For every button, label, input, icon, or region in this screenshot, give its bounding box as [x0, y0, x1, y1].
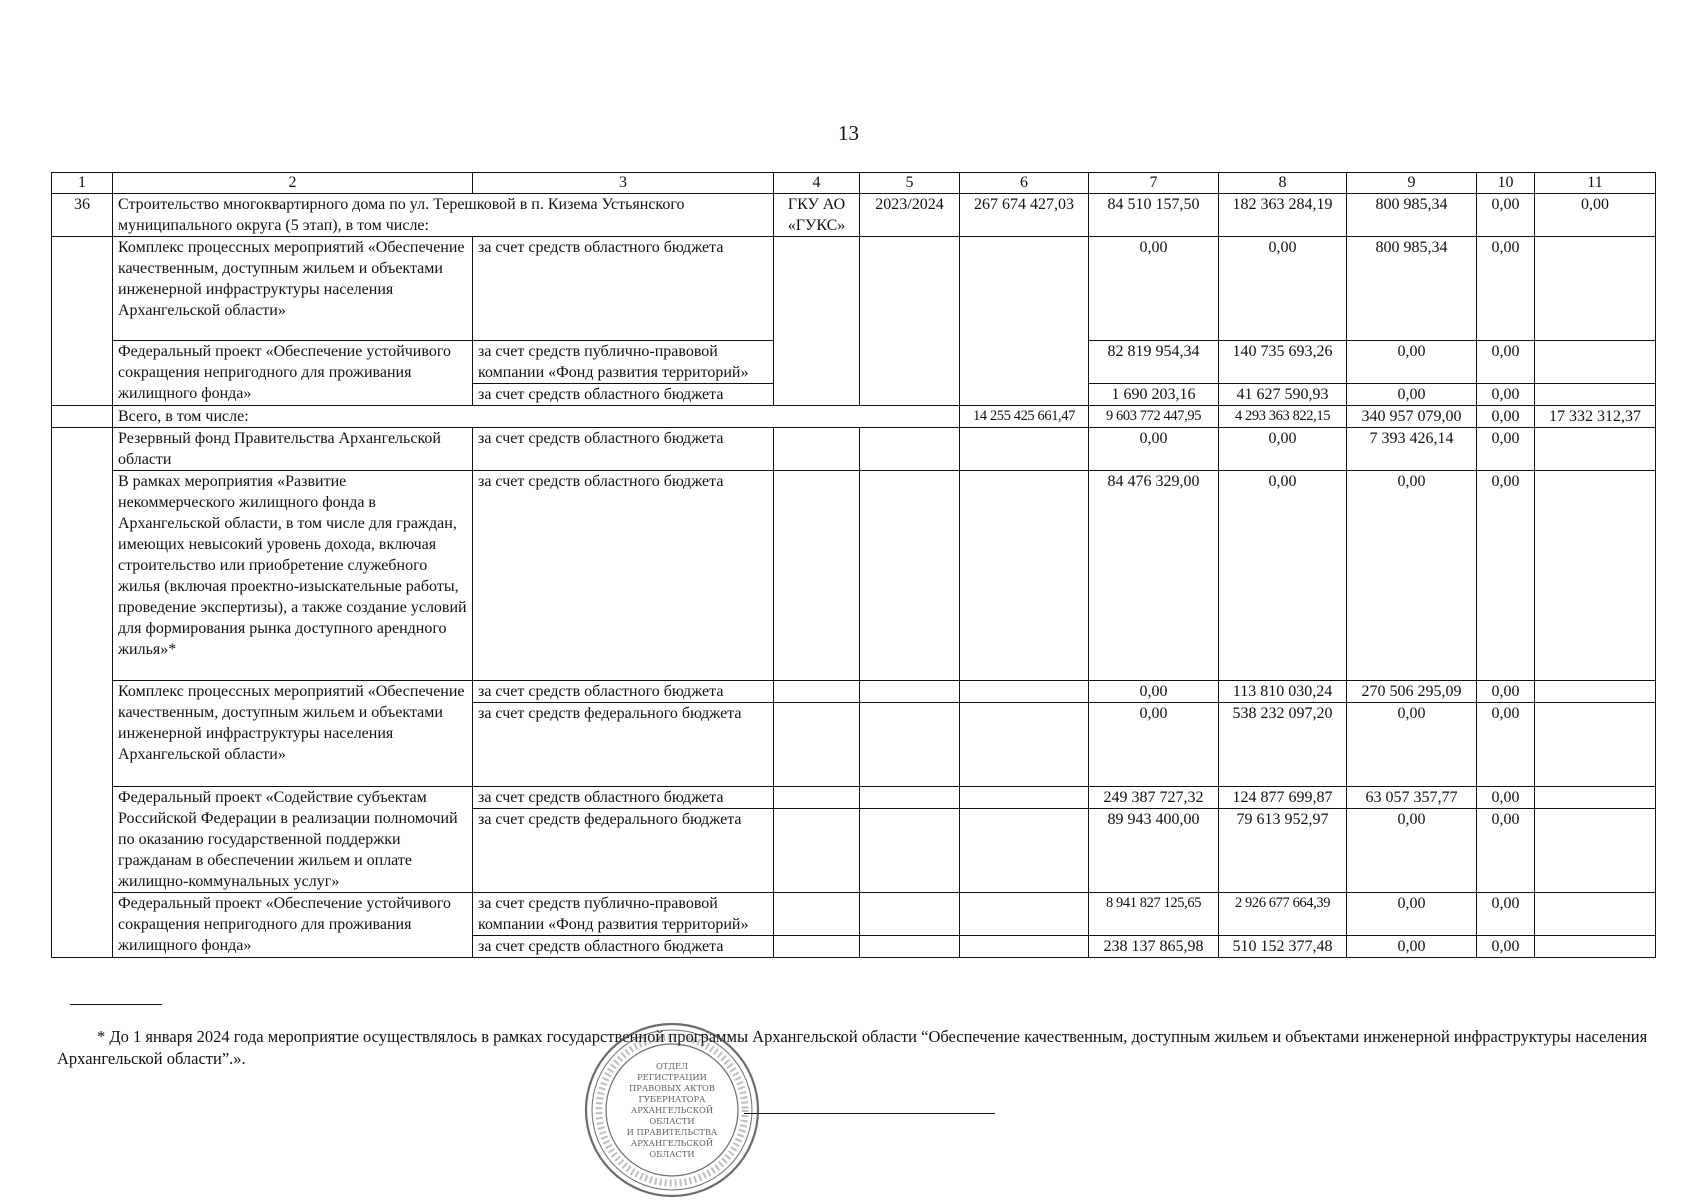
- funding-source: за счет средств областного бюджета: [473, 681, 774, 703]
- cell-value: 0,00: [1089, 237, 1219, 341]
- cell-value: 800 985,34: [1347, 194, 1477, 237]
- cell-value: 0,00: [1477, 471, 1535, 681]
- cell-value: 113 810 030,24: [1219, 681, 1347, 703]
- column-number: 3: [473, 173, 774, 194]
- seal-text-line: ПРАВОВЫХ АКТОВ: [629, 1083, 715, 1093]
- executor: ГКУ АО «ГУКС»: [774, 194, 860, 237]
- cell-value: 0,00: [1089, 681, 1219, 703]
- seal-text-line: И ПРАВИТЕЛЬСТВА: [626, 1127, 718, 1137]
- empty-cell: [774, 936, 860, 958]
- empty-cell: [960, 703, 1089, 787]
- cell-value: 124 877 699,87: [1219, 787, 1347, 809]
- table-row: [52, 428, 1656, 471]
- cell-value: 510 152 377,48: [1219, 936, 1347, 958]
- cell-value: 238 137 865,98: [1089, 936, 1219, 958]
- cell-value: 8 941 827 125,65: [1089, 893, 1219, 936]
- activity-name: Федеральный проект «Обеспечение устойчивого сокращения непригодного для проживания жилищного фонда»: [113, 893, 473, 958]
- table-row: [52, 787, 1656, 809]
- empty-cell: [52, 406, 113, 428]
- cell-value: 0,00: [1219, 237, 1347, 341]
- funding-source: за счет средств областного бюджета: [473, 428, 774, 471]
- empty-cell: [1535, 341, 1656, 384]
- empty-cell: [960, 787, 1089, 809]
- cell-value: 84 476 329,00: [1089, 471, 1219, 681]
- cell-value: 0,00: [1219, 428, 1347, 471]
- cell-value: 340 957 079,00: [1347, 406, 1477, 428]
- cell-value: 0,00: [1477, 341, 1535, 384]
- object-name: Строительство многоквартирного дома по ул. Терешковой в п. Кизема Устьянского муниципального округа (5 этап), в том числе:: [113, 194, 774, 237]
- cell-value: 0,00: [1477, 936, 1535, 958]
- official-seal: [582, 1020, 762, 1200]
- seal-text-line: АРХАНГЕЛЬСКОЙ: [630, 1105, 714, 1115]
- cell-value: 0,00: [1089, 703, 1219, 787]
- table-row: [52, 471, 1656, 681]
- empty-cell: [860, 787, 960, 809]
- cell-value: 0,00: [1089, 428, 1219, 471]
- empty-cell: [960, 681, 1089, 703]
- cell-value: 249 387 727,32: [1089, 787, 1219, 809]
- funding-source: за счет средств областного бюджета: [473, 936, 774, 958]
- cell-value: 0,00: [1477, 809, 1535, 893]
- table-row: [52, 194, 1656, 237]
- column-number: 5: [860, 173, 960, 194]
- cell-value: 0,00: [1477, 237, 1535, 341]
- seal-text-line: ОБЛАСТИ: [649, 1116, 695, 1126]
- cell-value: 0,00: [1477, 428, 1535, 471]
- empty-cell: [960, 809, 1089, 893]
- empty-cell: [1535, 384, 1656, 406]
- empty-cell: [774, 681, 860, 703]
- empty-cell: [52, 428, 113, 958]
- empty-cell: [52, 237, 113, 406]
- activity-name: В рамках мероприятия «Развитие некоммерческого жилищного фонда в Архангельской области, в том числе для граждан, имеющих невысокий уровень дохода, включая строительство или приобретение служебного жилья (включая проектно-изыскательные работы, проведение экспертизы), а также создание условий для формирования рынка доступного арендного жилья»*: [113, 471, 473, 681]
- empty-cell: [1535, 703, 1656, 787]
- page-number: 13: [838, 121, 859, 145]
- cell-value: 0,00: [1477, 194, 1535, 237]
- cell-value: 0,00: [1347, 471, 1477, 681]
- cell-value: 2 926 677 664,39: [1219, 893, 1347, 936]
- empty-cell: [774, 809, 860, 893]
- program-table: [51, 172, 1656, 958]
- empty-cell: [860, 893, 960, 936]
- table-row: [52, 681, 1656, 703]
- cell-value: 0,00: [1347, 703, 1477, 787]
- empty-cell: [860, 471, 960, 681]
- cell-value: 0,00: [1477, 893, 1535, 936]
- funding-source: за счет средств областного бюджета: [473, 384, 774, 406]
- empty-cell: [860, 681, 960, 703]
- cell-value: 182 363 284,19: [1219, 194, 1347, 237]
- cell-value: 0,00: [1347, 936, 1477, 958]
- cell-value: 82 819 954,34: [1089, 341, 1219, 384]
- activity-name: Федеральный проект «Содействие субъектам Российской Федерации в реализации полномочий по оказанию государственной поддержки гражданам в обеспечении жильем и оплате жилищно-коммунальных услуг»: [113, 787, 473, 893]
- cell-value: 9 603 772 447,95: [1089, 406, 1219, 428]
- cell-value: 0,00: [1477, 384, 1535, 406]
- seal-text-line: АРХАНГЕЛЬСКОЙ: [630, 1138, 714, 1148]
- seal-text-line: РЕГИСТРАЦИИ: [637, 1072, 707, 1082]
- empty-cell: [860, 809, 960, 893]
- empty-cell: [1535, 237, 1656, 341]
- activity-name: Резервный фонд Правительства Архангельской области: [113, 428, 473, 471]
- funding-source: за счет средств федерального бюджета: [473, 809, 774, 893]
- cell-value: 0,00: [1347, 809, 1477, 893]
- total-row: [52, 406, 1656, 428]
- activity-name: Комплекс процессных мероприятий «Обеспечение качественным, доступным жильем и объектами инженерной инфраструктуры населения Архангельской области»: [113, 237, 473, 341]
- empty-cell: [774, 893, 860, 936]
- total-label: Всего, в том числе:: [113, 406, 960, 428]
- row-number: 36: [52, 194, 113, 237]
- funding-source: за счет средств публично-правовой компании «Фонд развития территорий»: [473, 341, 774, 384]
- seal-text-line: ГУБЕРНАТОРА: [638, 1094, 706, 1104]
- column-numbers-row: [52, 173, 1656, 194]
- column-number: 1: [52, 173, 113, 194]
- cell-value: 0,00: [1347, 893, 1477, 936]
- cell-value: 1 690 203,16: [1089, 384, 1219, 406]
- cell-value: 41 627 590,93: [1219, 384, 1347, 406]
- empty-cell: [774, 237, 860, 406]
- column-number: 10: [1477, 173, 1535, 194]
- activity-name: Федеральный проект «Обеспечение устойчивого сокращения непригодного для проживания жилищного фонда»: [113, 341, 473, 406]
- footnote: * До 1 января 2024 года мероприятие осуществлялось в рамках государственной программы Архангельской области “Обеспечение качественным, доступным жильем и объектами инженерной инфраструктуры населения Архангельской области”.».: [57, 1027, 1648, 1068]
- funding-source: за счет средств федерального бюджета: [473, 703, 774, 787]
- cell-value: 270 506 295,09: [1347, 681, 1477, 703]
- cell-value: 89 943 400,00: [1089, 809, 1219, 893]
- column-number: 6: [960, 173, 1089, 194]
- cell-value: 84 510 157,50: [1089, 194, 1219, 237]
- cell-value: 140 735 693,26: [1219, 341, 1347, 384]
- activity-name: Комплекс процессных мероприятий «Обеспечение качественным, доступным жильем и объектами инженерной инфраструктуры населения Архангельской области»: [113, 681, 473, 787]
- column-number: 7: [1089, 173, 1219, 194]
- cell-value: 0,00: [1219, 471, 1347, 681]
- table-row: [52, 237, 1656, 341]
- empty-cell: [1535, 681, 1656, 703]
- cell-value: 0,00: [1477, 406, 1535, 428]
- cell-value: 0,00: [1347, 384, 1477, 406]
- seal-text-line: ОТДЕЛ: [655, 1061, 689, 1071]
- cell-value: 0,00: [1535, 194, 1656, 237]
- empty-cell: [774, 471, 860, 681]
- empty-cell: [860, 428, 960, 471]
- empty-cell: [860, 703, 960, 787]
- seal-text-line: ОБЛАСТИ: [649, 1149, 695, 1159]
- empty-cell: [1535, 471, 1656, 681]
- funding-source: за счет средств областного бюджета: [473, 787, 774, 809]
- cell-value: 4 293 363 822,15: [1219, 406, 1347, 428]
- empty-cell: [860, 936, 960, 958]
- cell-value: 14 255 425 661,47: [960, 406, 1089, 428]
- cell-value: 0,00: [1477, 681, 1535, 703]
- empty-cell: [960, 237, 1089, 406]
- empty-cell: [774, 787, 860, 809]
- period: 2023/2024: [860, 194, 960, 237]
- cell-value: 63 057 357,77: [1347, 787, 1477, 809]
- empty-cell: [960, 471, 1089, 681]
- empty-cell: [774, 703, 860, 787]
- column-number: 8: [1219, 173, 1347, 194]
- empty-cell: [1535, 787, 1656, 809]
- cell-value: 538 232 097,20: [1219, 703, 1347, 787]
- table-row: [52, 893, 1656, 936]
- empty-cell: [960, 428, 1089, 471]
- empty-cell: [1535, 893, 1656, 936]
- empty-cell: [774, 428, 860, 471]
- column-number: 2: [113, 173, 473, 194]
- empty-cell: [1535, 936, 1656, 958]
- empty-cell: [1535, 428, 1656, 471]
- empty-cell: [860, 237, 960, 406]
- cell-value: 0,00: [1477, 787, 1535, 809]
- cell-value: 267 674 427,03: [960, 194, 1089, 237]
- cell-value: 79 613 952,97: [1219, 809, 1347, 893]
- cell-value: 0,00: [1477, 703, 1535, 787]
- cell-value: 0,00: [1347, 341, 1477, 384]
- cell-value: 800 985,34: [1347, 237, 1477, 341]
- funding-source: за счет средств областного бюджета: [473, 471, 774, 681]
- funding-source: за счет средств областного бюджета: [473, 237, 774, 341]
- signature-line: [744, 1113, 995, 1114]
- column-number: 11: [1535, 173, 1656, 194]
- cell-value: 17 332 312,37: [1535, 406, 1656, 428]
- empty-cell: [1535, 809, 1656, 893]
- funding-source: за счет средств публично-правовой компании «Фонд развития территорий»: [473, 893, 774, 936]
- column-number: 4: [774, 173, 860, 194]
- empty-cell: [960, 936, 1089, 958]
- footnote-separator: [70, 1004, 162, 1005]
- cell-value: 7 393 426,14: [1347, 428, 1477, 471]
- column-number: 9: [1347, 173, 1477, 194]
- empty-cell: [960, 893, 1089, 936]
